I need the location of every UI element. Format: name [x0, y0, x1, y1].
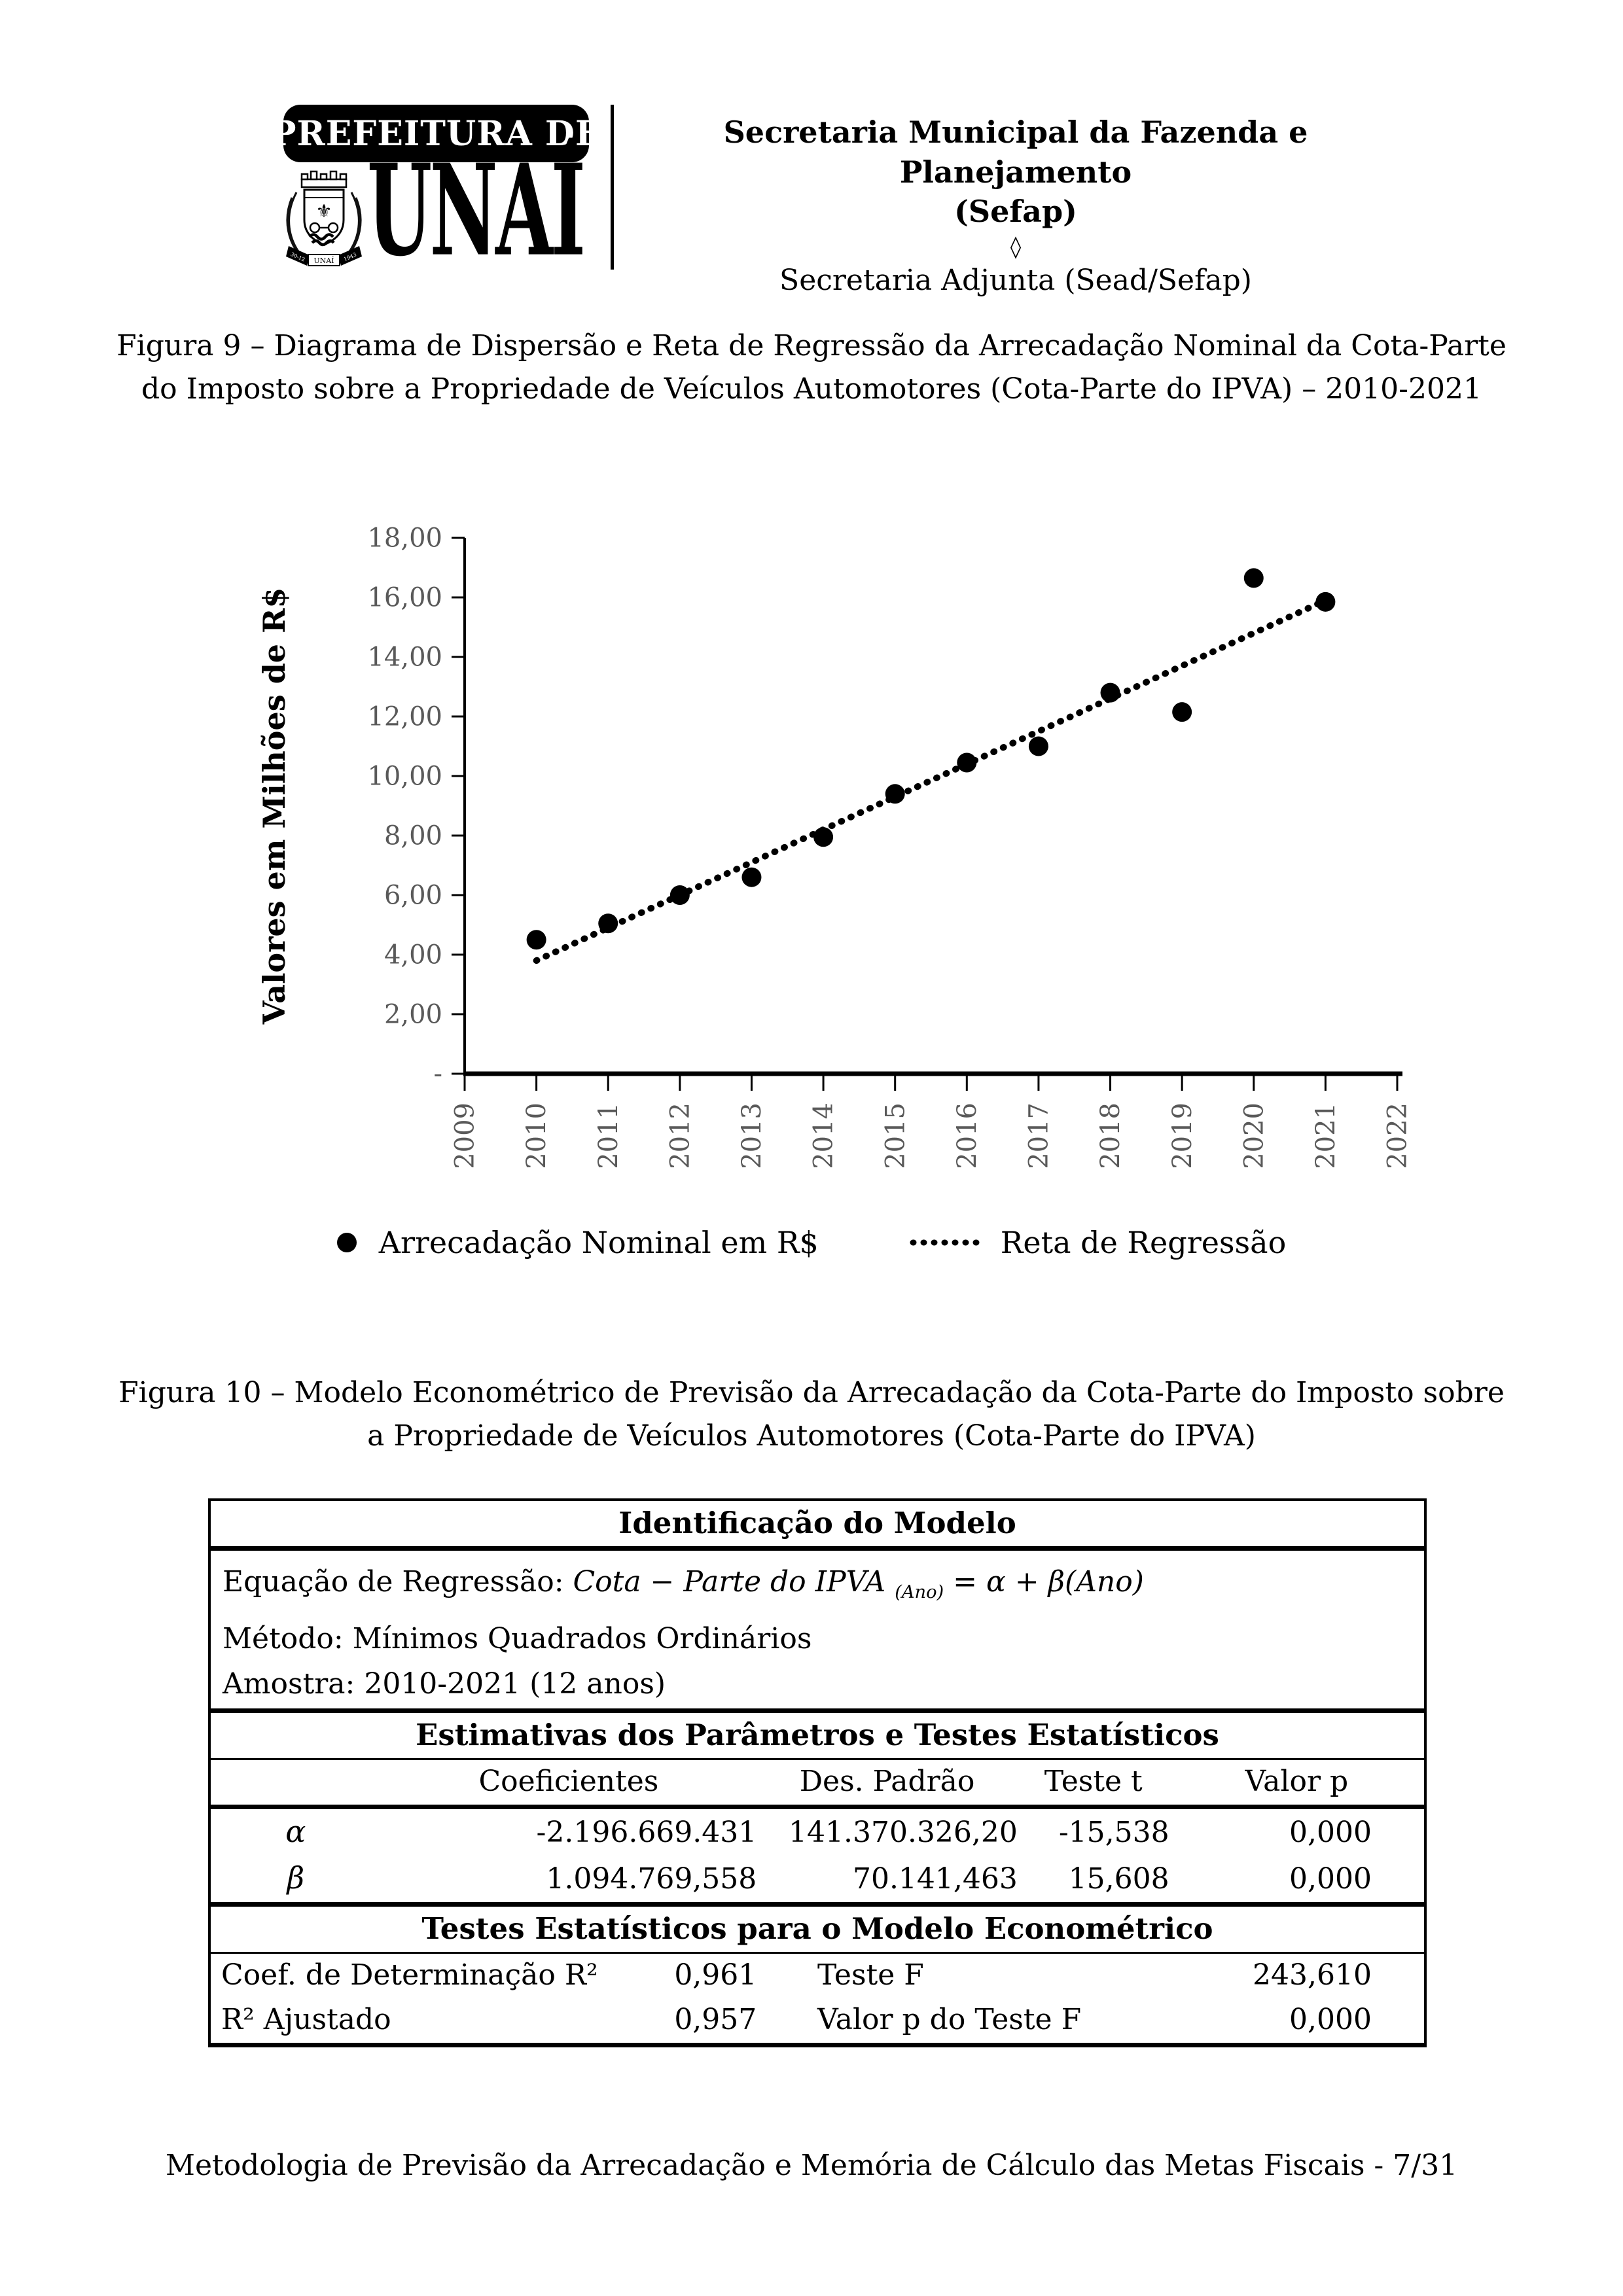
scatter-point — [957, 753, 976, 773]
regression-equation-row — [211, 1551, 1424, 1618]
x-tick-label: 2011 — [593, 1103, 624, 1169]
y-tick-label: 12,00 — [367, 701, 442, 732]
y-tick-label: 6,00 — [383, 880, 442, 911]
table-section-identificacao: Identificação do Modelo — [211, 1501, 1424, 1551]
alpha-p: 0,000 — [1289, 1815, 1372, 1849]
city-name: UNAÍ — [367, 137, 584, 285]
teste-f-label: Teste F — [817, 1958, 924, 1992]
alpha-t: -15,538 — [1058, 1815, 1169, 1849]
scatter-point — [1244, 568, 1264, 588]
diamond-separator-icon: ◊ — [1010, 234, 1022, 260]
x-tick-label: 2009 — [450, 1103, 480, 1169]
y-tick-label: - — [433, 1059, 442, 1089]
r2-adj-value: 0,957 — [674, 2002, 757, 2036]
y-tick-label: 8,00 — [383, 821, 442, 851]
equation-prefix: Equação de Regressão: — [223, 1565, 573, 1598]
scatter-point — [1029, 737, 1048, 756]
coef-header-row — [211, 1760, 1424, 1809]
col-header-valor-p: Valor p — [1245, 1764, 1349, 1798]
figure10-title: Figura 10 – Modelo Econométrico de Previsão da Arrecadação da Cota-Parte do Imposto sobre a Propriedade de Veículos Automotores (Cota-Parte do IPVA) — [118, 1376, 1505, 1453]
scatter-point — [885, 784, 905, 804]
scatter-point — [1101, 683, 1120, 703]
x-tick-label: 2015 — [880, 1103, 911, 1169]
badge-label: PREFEITURA DE — [270, 113, 602, 154]
org-line2: (Sefap) — [954, 194, 1077, 230]
org-title-block — [636, 105, 1395, 297]
unai-coat-of-arms-icon — [283, 168, 365, 267]
sample-row: Amostra: 2010-2021 (12 anos) — [211, 1663, 1424, 1713]
scatter-marker-icon — [337, 1233, 357, 1252]
beta-std: 70.141,463 — [852, 1862, 1018, 1896]
r2-adj-label: R² Ajustado — [221, 2002, 391, 2036]
valor-p-f-label: Valor p do Teste F — [817, 2002, 1082, 2036]
scatter-point — [527, 930, 546, 949]
alpha-coef: -2.196.669.431 — [536, 1815, 757, 1849]
regression-line — [537, 601, 1326, 961]
param-symbol: α — [285, 1813, 306, 1849]
figure9-title: Figura 9 – Diagrama de Dispersão e Reta de Regressão da Arrecadação Nominal da Cota-Parte do Imposto sobre a Propriedade de Veículos Automotores (Cota-Parte do IPVA) – 2010-2021 — [116, 329, 1507, 406]
col-header-des-padrao: Des. Padrão — [799, 1764, 975, 1798]
crest-banner-left: 30-12 — [289, 251, 306, 263]
table-row-beta — [211, 1856, 1424, 1907]
crest-banner-center: UNAÍ — [313, 256, 334, 265]
x-tick-label: 2021 — [1310, 1103, 1341, 1169]
x-tick-label: 2013 — [737, 1103, 768, 1169]
valor-p-f-value: 0,000 — [1289, 2002, 1372, 2036]
x-tick-label: 2010 — [522, 1103, 552, 1169]
y-tick-label: 16,00 — [367, 582, 442, 613]
scatter-point — [670, 885, 690, 905]
equation-subscript: (Ano) — [895, 1581, 944, 1602]
r2-value: 0,961 — [674, 1958, 757, 1992]
y-tick-label: 14,00 — [367, 642, 442, 673]
x-tick-label: 2020 — [1239, 1103, 1270, 1169]
fleur-de-lis-icon: ⚜ — [315, 200, 332, 222]
x-tick-label: 2019 — [1167, 1103, 1198, 1169]
method-row: Método: Mínimos Quadrados Ordinários — [223, 1621, 812, 1655]
y-tick-label: 2,00 — [383, 999, 442, 1030]
scatter-point — [1315, 592, 1335, 612]
y-axis-title: Valores em Milhões de R$ — [257, 587, 292, 1025]
col-header-teste-t: Teste t — [1044, 1764, 1143, 1798]
teste-f-value: 243,610 — [1253, 1958, 1372, 1992]
y-tick-label: 4,00 — [383, 940, 442, 970]
x-tick-label: 2016 — [952, 1103, 982, 1169]
org-line1: Secretaria Municipal da Fazenda e Planejamento — [723, 115, 1308, 190]
x-tick-label: 2012 — [665, 1103, 696, 1169]
alpha-std: 141.370.326,20 — [788, 1815, 1018, 1849]
crest-banner-right: 1943 — [342, 251, 358, 262]
col-header-coeficientes: Coeficientes — [478, 1764, 659, 1798]
equation-lhs: Cota − Parte do IPVA — [573, 1565, 895, 1598]
stats-row-r2-ajustado — [211, 1998, 1424, 2043]
equation-rhs: = α + β(Ano) — [944, 1565, 1144, 1598]
org-line3: Secretaria Adjunta (Sead/Sefap) — [779, 264, 1252, 298]
param-symbol: β — [287, 1860, 305, 1896]
page-header — [270, 105, 1395, 298]
econometric-model-table — [208, 1498, 1427, 2047]
scatter-regression-chart — [249, 494, 1427, 1220]
prefeitura-unai-logo — [270, 105, 602, 285]
scatter-point — [1172, 702, 1192, 722]
x-tick-label: 2014 — [808, 1103, 839, 1169]
x-tick-label: 2017 — [1024, 1103, 1054, 1169]
y-tick-label: 10,00 — [367, 761, 442, 792]
dotted-line-icon — [909, 1235, 982, 1250]
table-section-testes: Testes Estatísticos para o Modelo Econométrico — [211, 1907, 1424, 1954]
y-tick-label: 18,00 — [367, 523, 442, 554]
r2-label: Coef. de Determinação R² — [221, 1958, 598, 1992]
legend-label-nominal: Arrecadação Nominal em R$ — [378, 1225, 819, 1260]
x-tick-label: 2022 — [1382, 1103, 1413, 1169]
scatter-point — [741, 868, 761, 887]
header-divider — [611, 105, 614, 270]
page-footer: Metodologia de Previsão da Arrecadação e Memória de Cálculo das Metas Fiscais - 7/31 — [165, 2149, 1458, 2182]
beta-t: 15,608 — [1068, 1862, 1169, 1896]
table-section-estimativas: Estimativas dos Parâmetros e Testes Estatísticos — [211, 1713, 1424, 1760]
stats-row-r2 — [211, 1954, 1424, 1998]
beta-coef: 1.094.769,558 — [546, 1862, 757, 1896]
scatter-point — [598, 913, 618, 933]
chart-legend — [0, 1225, 1623, 1260]
x-tick-label: 2018 — [1096, 1103, 1126, 1169]
table-row-alpha — [211, 1809, 1424, 1856]
legend-label-regression: Reta de Regressão — [1000, 1225, 1287, 1260]
beta-p: 0,000 — [1289, 1862, 1372, 1896]
scatter-point — [813, 827, 833, 847]
